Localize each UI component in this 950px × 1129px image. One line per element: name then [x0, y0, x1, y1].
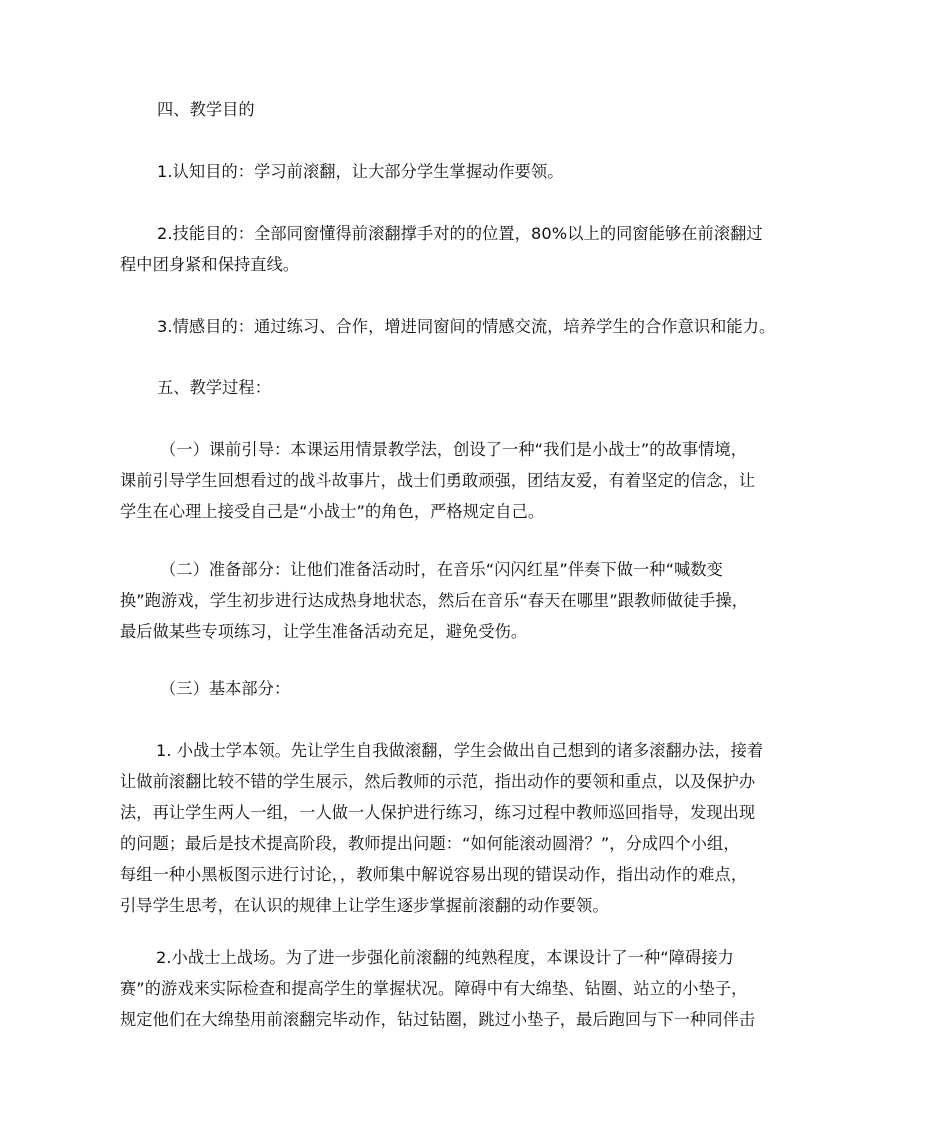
text-line: 1. 小战士学本领。先让学生自我做滚翻，学生会做出自己想到的诸多滚翻办法，接着: [156, 741, 764, 760]
text-line: 每组一种小黑板图示进行讨论，，教师集中解说容易出现的错误动作，指出动作的难点，: [120, 865, 748, 884]
text-line: 2.技能目的：全部同窗懂得前滚翻撑手对的的位置，80%以上的同窗能够在前滚翻过: [157, 224, 763, 243]
paragraph-preparation: [120, 554, 840, 647]
text-line: 法，再让学生两人一组，一人做一人保护进行练习，练习过程中教师巡回指导，发现出现: [120, 803, 756, 822]
heading-basic-part: [120, 673, 840, 704]
heading-teaching-objectives: [120, 94, 840, 125]
text-line: 四、教学目的: [157, 100, 255, 119]
paragraph-skill-objective: [120, 218, 840, 280]
text-line: 学生在心理上接受自己是“小战士”的角色，严格规定自己。: [120, 502, 545, 521]
paragraph-pre-class-guidance: [120, 434, 840, 527]
text-line: 的问题；最后是技术提高阶段，教师提出问题：“如何能滚动圆滑？”，分成四个小组，: [120, 834, 740, 853]
text-line: 五、教学过程：: [157, 378, 272, 397]
text-line: 课前引导学生回想看过的战斗故事片，战士们勇敢顽强，团结友爱，有着坚定的信念，让: [120, 471, 756, 490]
text-line: 换”跑游戏，学生初步进行达成热身地状态，然后在音乐“春天在哪里”跟教师做徒手操，: [120, 591, 749, 610]
paragraph-cognitive-objective: [120, 156, 840, 187]
paragraph-emotional-objective: [120, 311, 840, 342]
text-line: （三）基本部分：: [160, 679, 291, 698]
text-line: 程中团身紧和保持直线。: [120, 255, 300, 274]
heading-teaching-process: [120, 372, 840, 403]
paragraph-little-soldier-battlefield: [120, 942, 840, 1035]
paragraph-little-soldier-skills: [120, 735, 840, 921]
text-line: 1.认知目的：学习前滚翻，让大部分学生掌握动作要领。: [157, 162, 564, 181]
text-line: 赛”的游戏来实际检查和提高学生的掌握状况。障碍中有大绵垫、钻圈、站立的小垫子，: [120, 979, 748, 998]
text-line: 引导学生思考，在认识的规律上让学生逐步掌握前滚翻的动作要领。: [120, 896, 609, 915]
text-line: （二）准备部分：让他们准备活动时，在音乐“闪闪红星”伴奏下做一种“喊数变: [160, 560, 723, 579]
text-line: 让做前滚翻比较不错的学生展示，然后教师的示范，指出动作的要领和重点，以及保护办: [120, 772, 756, 791]
text-line: 2.小战士上战场。为了进一步强化前滚翻的纯熟程度，本课设计了一种“障碍接力: [156, 948, 734, 967]
text-line: 规定他们在大绵垫用前滚翻完毕动作，钻过钻圈，跳过小垫子，最后跑回与下一种同伴击: [120, 1010, 756, 1029]
text-line: 最后做某些专项练习，让学生准备活动充足，避免受伤。: [120, 622, 528, 641]
text-line: （一）课前引导：本课运用情景教学法，创设了一种“我们是小战士”的故事情境，: [160, 440, 748, 459]
text-line: 3.情感目的：通过练习、合作，增进同窗间的情感交流，培养学生的合作意识和能力。: [157, 317, 776, 336]
